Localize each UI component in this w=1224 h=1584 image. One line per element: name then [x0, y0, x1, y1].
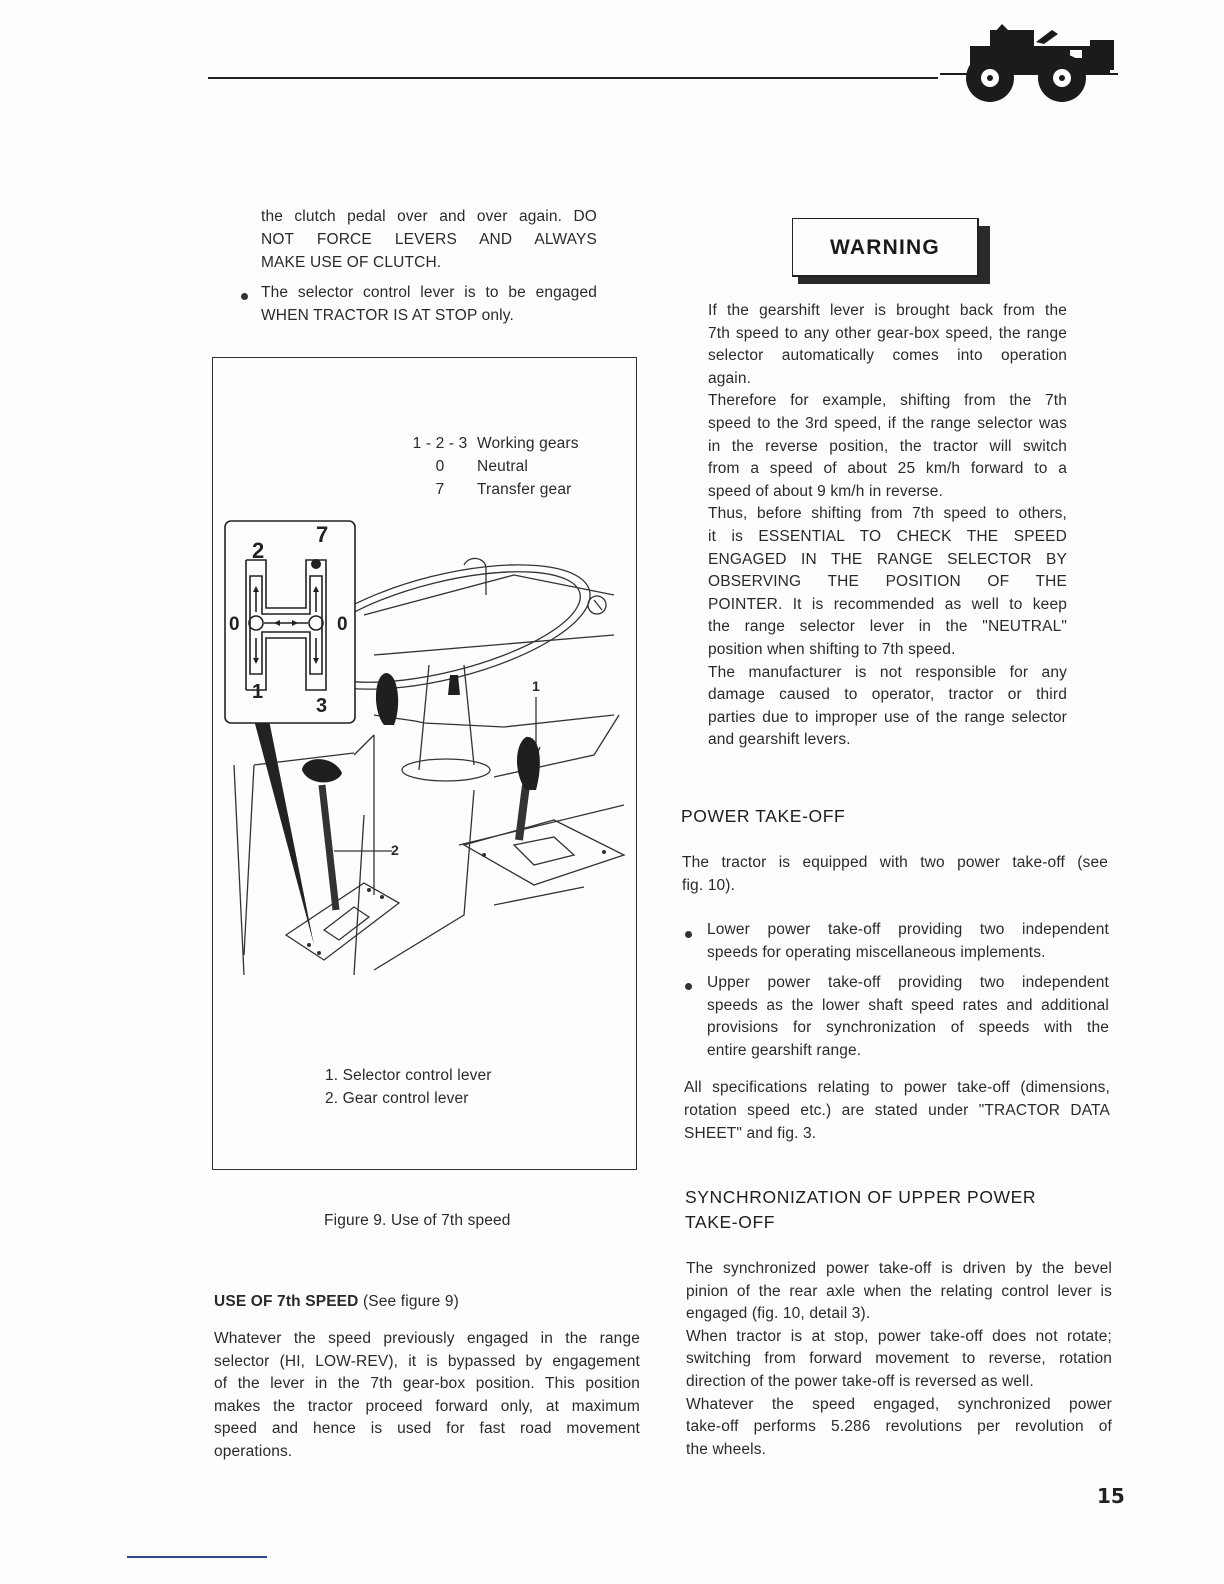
warning-box: [792, 218, 990, 284]
warning-line-1: If the gearshift lever is brought back from the: [708, 302, 1067, 319]
warning-line-9: speed of about 9 km/h in reverse.: [708, 482, 943, 500]
gate-label-7: 7: [316, 522, 329, 547]
use7-line-6: operations.: [214, 1442, 293, 1460]
legend-key-3: 7: [435, 481, 445, 498]
warning-line-17: The manufacturer is not responsible for any: [708, 663, 1067, 681]
sync-line-8: take-off performs 5.286 revolutions per revolution of: [686, 1418, 1112, 1436]
gate-label-1: 1: [252, 681, 264, 703]
bullet-line-1: The selector control lever is to be engaged: [261, 284, 597, 301]
sync-line-9: the wheels.: [686, 1440, 767, 1458]
h-gate-diagram: [224, 520, 356, 724]
pto-bullet2-line-3: provisions for synchronization of speeds with the: [707, 1019, 1109, 1036]
warning-label: WARNING: [830, 236, 940, 259]
pto-spec-line-2: rotation speed etc.) are stated under "TRACTOR DATA: [684, 1102, 1110, 1119]
legend-label-3: Transfer gear: [477, 481, 572, 498]
callout-1: 1: [532, 678, 540, 694]
header-rule: [208, 77, 938, 79]
use7-line-2: selector (HI, LOW-REV), it is bypassed by engagement: [214, 1352, 640, 1370]
warning-line-20: and gearshift levers.: [708, 731, 851, 749]
warning-line-6: speed to the 3rd speed, if the range selector was: [708, 415, 1067, 432]
gate-label-3: 3: [316, 695, 328, 717]
sync-line-3: engaged (fig. 10, detail 3).: [686, 1305, 871, 1323]
tractor-logo-icon: [940, 22, 1118, 104]
sync-line-4: When tractor is at stop, power take-off does not rotate;: [686, 1327, 1112, 1345]
warning-line-15: the range selector lever in the "NEUTRAL": [708, 618, 1067, 636]
pto-bullet1-line-1: Lower power take-off providing two independent: [707, 921, 1109, 938]
figure-caption-1: 1. Selector control lever: [325, 1067, 492, 1084]
warning-line-12: ENGAGED IN THE RANGE SELECTOR BY: [708, 550, 1067, 568]
pto-intro-line-2: fig. 10).: [682, 877, 736, 894]
callout-2: 2: [391, 842, 399, 858]
warning-line-5: Therefore for example, shifting from the 7th: [708, 392, 1067, 410]
gate-label-neutral-right: 0: [337, 614, 348, 635]
warning-line-18: damage caused to operator, tractor or third: [708, 686, 1067, 704]
page-number: 15: [1097, 1484, 1125, 1508]
sync-line-2: pinion of the rear axle when the relating control lever is: [686, 1282, 1112, 1300]
use7-line-4: makes the tractor proceed forward only, at maximum: [214, 1397, 640, 1415]
warning-line-19: parties due to improper use of the range selector: [708, 708, 1067, 726]
pto-bullet1-line-2: speeds for operating miscellaneous implements.: [707, 944, 1046, 961]
warning-line-2: 7th speed to any other gear-box speed, the range: [708, 324, 1067, 342]
bullet-line-2: WHEN TRACTOR IS AT STOP only.: [261, 307, 514, 324]
figure-title: Figure 9. Use of 7th speed: [324, 1212, 511, 1229]
figure-caption-2: 2. Gear control lever: [325, 1090, 469, 1107]
warning-line-3: selector automatically comes into operation: [708, 347, 1067, 365]
sync-heading-line-1: SYNCHRONIZATION OF UPPER POWER: [685, 1187, 1037, 1207]
bullet-icon: [241, 293, 248, 300]
warning-line-10: Thus, before shifting from 7th speed to others,: [708, 505, 1067, 523]
warning-line-7: in the reverse position, the tractor will switch: [708, 437, 1067, 455]
legend-key-1: 1 - 2 - 3: [412, 435, 468, 452]
warning-line-14: POINTER. It is recommended as well to keep: [708, 595, 1067, 613]
bullet-icon: [685, 931, 692, 938]
pto-heading: POWER TAKE-OFF: [681, 806, 846, 826]
warning-line-16: position when shifting to 7th speed.: [708, 641, 956, 658]
pto-bullet2-line-2: speeds as the lower shaft speed rates and additional: [707, 996, 1109, 1014]
intro-line-3: MAKE USE OF CLUTCH.: [261, 254, 442, 271]
use7-line-3: of the lever in the 7th gear-box position. This position: [214, 1375, 640, 1392]
use7-heading-rest: (See figure 9): [362, 1293, 459, 1310]
intro-line-1: the clutch pedal over and over again. DO: [261, 208, 597, 225]
pto-spec-line-3: SHEET" and fig. 3.: [684, 1125, 817, 1142]
pto-spec-line-1: All specifications relating to power take-off (dimensions,: [684, 1079, 1110, 1096]
warning-line-4: again.: [708, 369, 752, 387]
gate-label-2: 2: [252, 538, 265, 563]
use7-heading: [214, 1291, 459, 1314]
pto-bullet2-line-4: entire gearshift range.: [707, 1041, 862, 1059]
pto-intro-line-1: The tractor is equipped with two power take-off (see: [682, 854, 1108, 871]
sync-line-6: direction of the power take-off is reversed as well.: [686, 1373, 1034, 1390]
footer-line: [127, 1556, 267, 1558]
legend-label-2: Neutral: [477, 458, 529, 475]
sync-heading-line-2: TAKE-OFF: [685, 1212, 776, 1232]
sync-line-5: switching from forward movement to reverse, rotation: [686, 1350, 1112, 1368]
warning-line-13: OBSERVING THE POSITION OF THE: [708, 573, 1067, 591]
use7-line-5: speed and hence is used for fast road movement: [214, 1420, 640, 1437]
gate-label-neutral-left: 0: [229, 614, 240, 635]
pto-bullet2-line-1: Upper power take-off providing two independent: [707, 974, 1109, 991]
warning-line-8: from a speed of about 25 km/h forward to a: [708, 460, 1067, 478]
sync-line-7: Whatever the speed engaged, synchronized power: [686, 1395, 1112, 1413]
use7-heading-bold: USE OF 7th SPEED: [214, 1293, 359, 1310]
intro-line-2: NOT FORCE LEVERS AND ALWAYS: [261, 231, 597, 248]
use7-line-1: Whatever the speed previously engaged in the range: [214, 1330, 640, 1347]
warning-line-11: it is ESSENTIAL TO CHECK THE SPEED: [708, 528, 1067, 545]
legend-key-2: 0: [435, 458, 445, 475]
bullet-icon: [685, 983, 692, 990]
sync-line-1: The synchronized power take-off is driven by the bevel: [686, 1260, 1112, 1277]
legend-label-1: Working gears: [477, 435, 579, 452]
